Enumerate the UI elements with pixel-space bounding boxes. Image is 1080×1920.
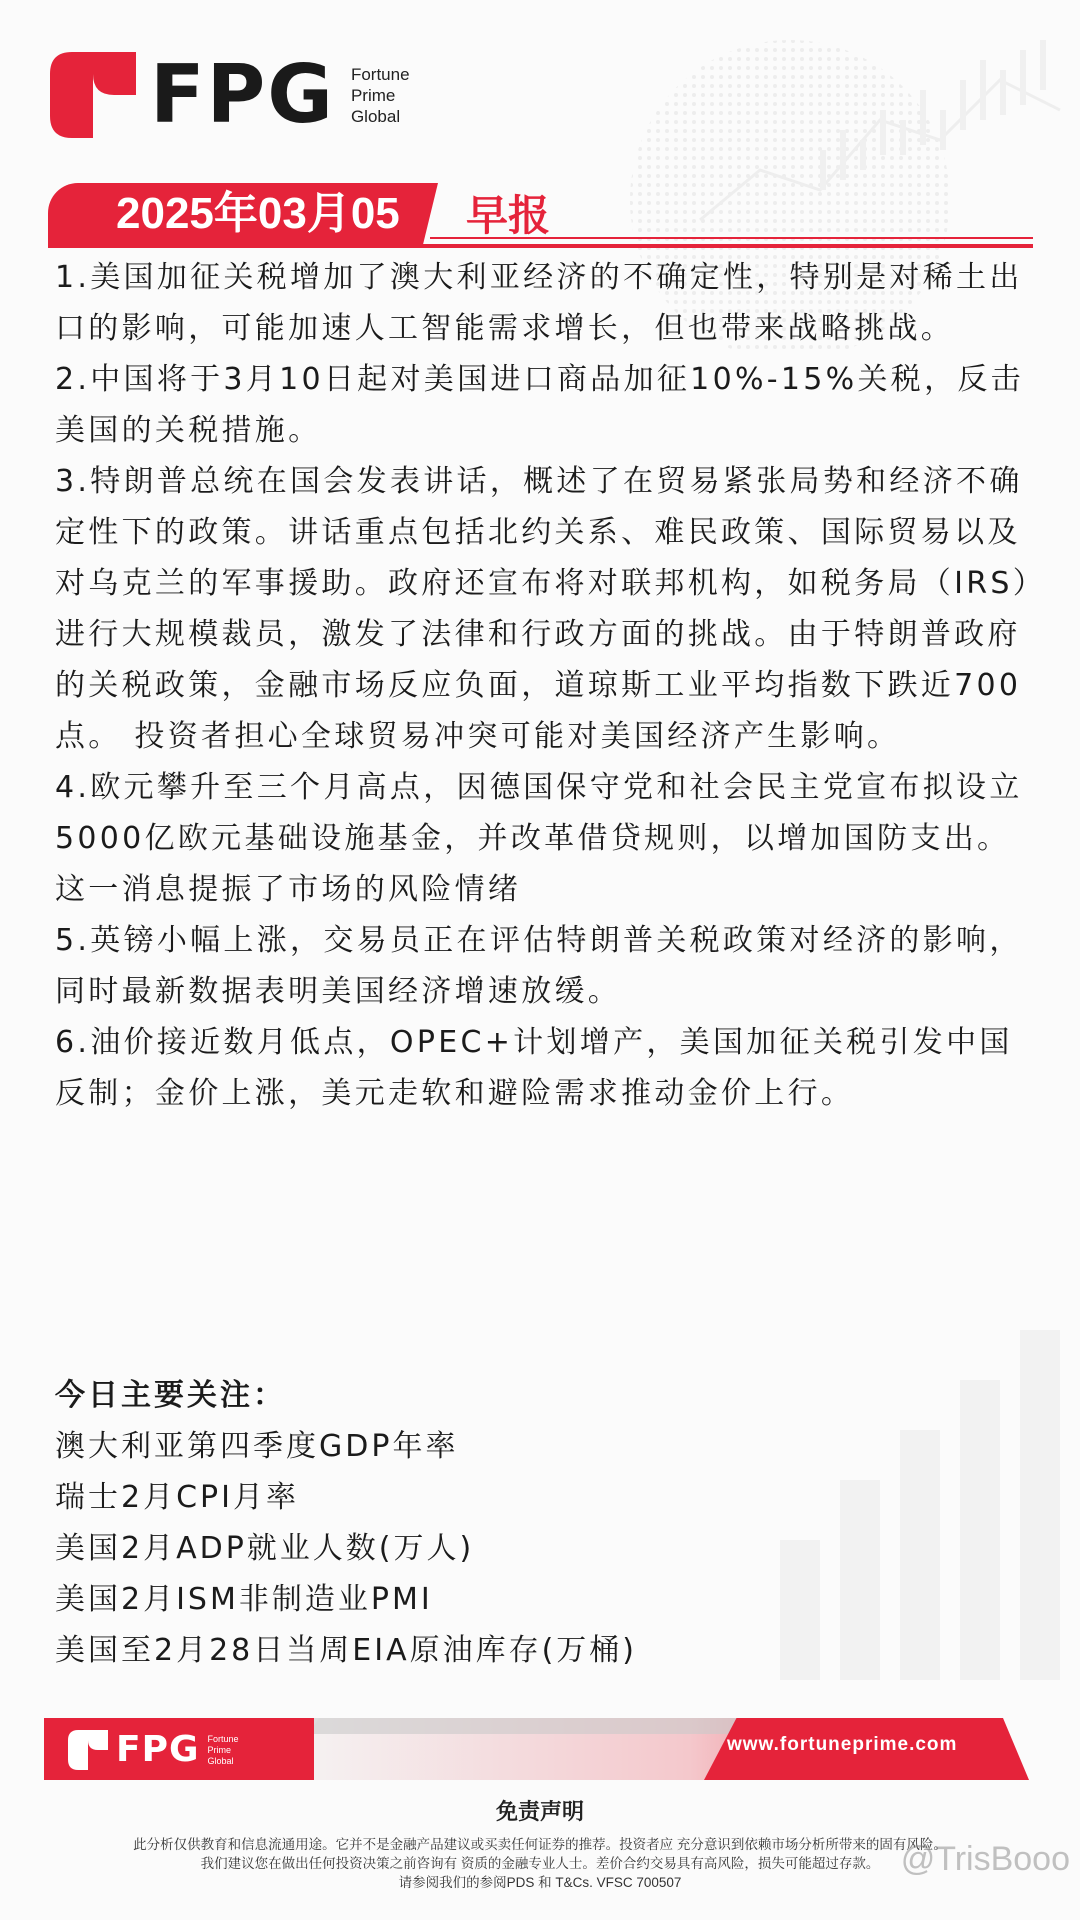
news-item: 2.中国将于3月10日起对美国进口商品加征10%-15%关税，反击美国的关税措施。 — [55, 362, 1024, 448]
focus-title: 今日主要关注： — [55, 1378, 286, 1413]
report-title: 早报 — [466, 191, 551, 240]
news-item: 4.欧元攀升至三个月高点，因德国保守党和社会民主党宣布拟设立5000亿欧元基础设施基金，并改革借贷规则，以增加国防支出。这一消息提振了市场的风险情绪 — [55, 770, 1023, 907]
disclaimer-text: 此分析仅供教育和信息流通用途。它并不是金融产品建议或买卖任何证券的推荐。投资者应 充分意识到依赖市场分析所带来的固有风险。 我们建议您在做出任何投资决策之前咨询有 资质的金融专业人士。差价合约交易具有高风险，损失可能超过存款。 请参阅我们的参阅PDS 和 T&Cs. VFSC 700507 — [133, 1837, 947, 1890]
brand-name: FPG — [150, 48, 335, 141]
footer-brand-subtitle: Fortune Prime Global — [207, 1733, 239, 1766]
footer-brand-name: FPG — [116, 1729, 200, 1770]
footer-banner — [44, 1718, 1029, 1780]
website-link[interactable]: www.fortuneprime.com — [727, 1734, 958, 1755]
focus-item: 美国2月ISM非制造业PMI — [55, 1582, 433, 1617]
news-item: 1.美国加征关税增加了澳大利亚经济的不确定性，特别是对稀土出口的影响，可能加速人工智能需求增长，但也带来战略挑战。 — [55, 260, 1023, 346]
disclaimer-title: 免责声明 — [495, 1800, 584, 1825]
news-item: 5.英镑小幅上涨，交易员正在评估特朗普关税政策对经济的影响，同时最新数据表明美国经济增速放缓。 — [55, 923, 1023, 1009]
footer-logo — [68, 1730, 239, 1770]
brand-logo — [50, 50, 410, 140]
focus-item: 澳大利亚第四季度GDP年率 — [55, 1429, 459, 1464]
fpg-logo-icon — [68, 1730, 108, 1770]
watermark: @TrisBooo — [900, 1840, 1070, 1878]
focus-section — [55, 1370, 955, 1676]
fpg-logo-icon — [50, 52, 136, 138]
focus-item: 美国至2月28日当周EIA原油库存(万桶) — [55, 1633, 637, 1668]
news-list — [55, 252, 1035, 1119]
news-item: 6.油价接近数月低点，OPEC+计划增产，美国加征关税引发中国反制；金价上涨，美元走软和避险需求推动金价上行。 — [55, 1025, 1013, 1111]
news-item: 3.特朗普总统在国会发表讲话，概述了在贸易紧张局势和经济不确定性下的政策。讲话重点包括北约关系、难民政策、国际贸易以及对乌克兰的军事援助。政府还宣布将对联邦机构，如税务局（IRS）进行大规模裁员，激发了法律和行政方面的挑战。由于特朗普政府的关税政策，金融市场反应负面，道琼斯工业平均指数下跌近700点。 投资者担心全球贸易冲突可能对美国经济产生影响。 — [55, 464, 1032, 754]
focus-item: 美国2月ADP就业人数(万人) — [55, 1531, 475, 1566]
report-date: 2025年03月05 — [116, 189, 400, 238]
focus-item: 瑞士2月CPI月率 — [55, 1480, 299, 1515]
brand-subtitle: Fortune Prime Global — [350, 64, 410, 126]
header-divider — [48, 244, 1033, 248]
